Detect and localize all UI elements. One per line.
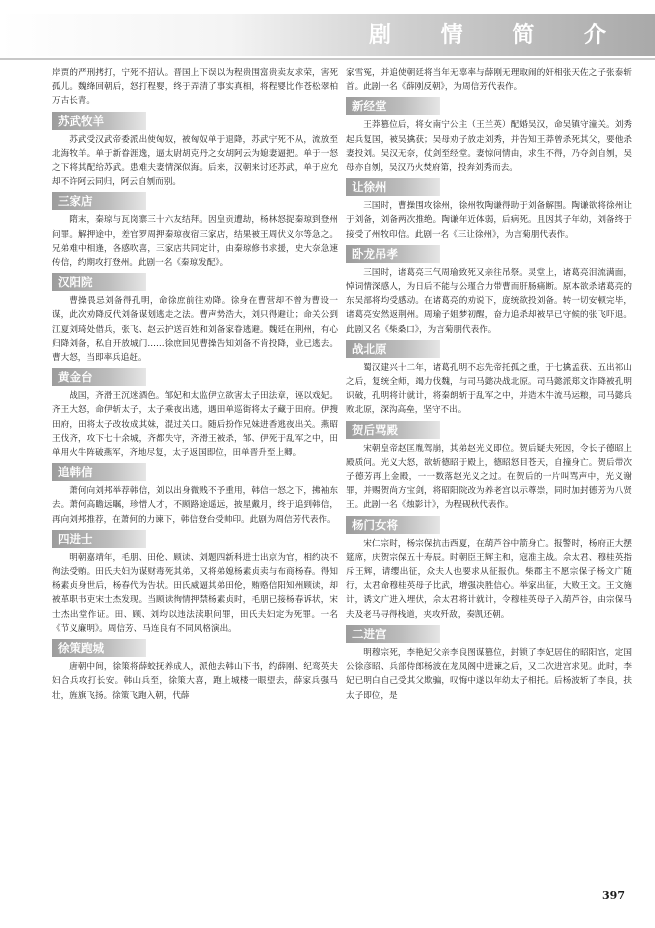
- section-body: 隋末，秦琼与瓦岗寨三十六友结拜。因皇贡遭劫，杨林怒捉秦琼到登州问罪。解押途中，差官罗周押秦琼夜宿三家店，结果被王周伏义尔等急之。兄弟难中相逢，各感吹喜，三家店共同定计，由秦琼修书求援，史大奈急速传信，约期攻打登州。此剧一名《秦琼发配》。: [52, 215, 338, 269]
- section-sijinshi: [52, 527, 338, 636]
- section-body: 三国时，曹操围攻徐州，徐州牧陶谦得助于刘备解围。陶谦欲将徐州让于刘备，刘备两次推绝。陶谦年近体弱，后病死。且因其子年幼，刘备终于接受了州牧印信。此剧一名《三让徐州》，为言菊朋代表作。: [346, 201, 632, 240]
- section-xinjingtang: [346, 94, 632, 175]
- section-body: 苏武受汉武帝委派出使匈奴，被匈奴单于退降，苏武宁死不从，流放至北海牧羊。单于新眷涯逸，逼太尉胡克丹之女胡阿云为媳妻逼把。单于一怒之下将其配给苏武。患难夫妻情深似海。后来，汉朝来讨还苏武，单于应允却不许阿云同归，阿云自刎而别。: [52, 134, 338, 188]
- section-title: 二进宫: [346, 625, 440, 643]
- section-body: 三国时，诸葛亮三气周瑜致死又亲往吊祭。灵堂上，诸葛亮泪流满面，悼词情深感人，为日后不能与公瑾合力带曹而肝肠痛断。原本欲杀诸葛亮的东吴部将均受感动。在诸葛亮的劝说下，庞统欲投刘备。转一切安顿完毕，诸葛亮安然返荆州。周瑜子姐梦初醒，奋力追杀却被早已守候的张飞吓退。此剧又名《柴桑口》，为言菊朋代表作。: [346, 267, 632, 335]
- section-body: 曹操畏忌刘备得孔明，命徐庶前往劝降。徐身在曹营却不曾为曹设一谋，此次劝降反代刘备谋划逃走之法。曹声势浩大，刘只得避让；命关公到江夏刘琦处借兵，张飞、赵云护送百姓和刘备家眷逃避。魏廷在荆州，有心归降刘备，私自开放城门……徐庶回见曹操告知刘备不肯投降，业已逃去。曹大怒，当即率兵追赶。: [52, 296, 338, 364]
- right-column: [346, 66, 632, 894]
- section-body: 明穆宗死，李艳妃父亲李良图谋篡位，封锁了李妃居住的昭阳宫，定国公徐彦昭、兵部侍郎杨波在龙凤阁中进谏之后，又二次进宫求见。此时，李妃已明白自己受其父欺骗，叹悔中遂以年幼太子相托。后杨波斩了李良，扶太子即位，是: [346, 647, 632, 701]
- section-zhuihanxin: [52, 460, 338, 527]
- section-title: 徐策跑城: [52, 639, 146, 657]
- section-title: 让徐州: [346, 178, 440, 196]
- section-yangmen-nvjiang: [346, 513, 632, 622]
- section-body: 宋仁宗时，杨宗保抗击西夏，在葫芦谷中箭身亡。报警时，杨府正大摆筵席，庆贺宗保五十寿辰。时朝臣王辉主和，寇准主战。佘太君、穆桂英指斥王辉，请缨出征，众夫人也要求从征报仇。柴郡主不愿宗保子杨文广随行，太君命穆桂英母子比武，增强决胜信心。举家出征，大败王文。王文施计，诱文广进入埋伏，佘太君将计就计，令穆桂英母子入葫芦谷，由宗保马夫及老马寻得栈道，夹攻歼敌，奏凯还朝。: [346, 538, 632, 620]
- section-title: 追韩信: [52, 463, 146, 481]
- section-title: 三家店: [52, 192, 146, 210]
- section-body: 王莽篡位后，将女南宁公主（王兰英）配婚吴汉，命吴镇守潼关。刘秀起兵复国，被吴擒获；吴母劝子放走刘秀，并告知王莽曾杀死其父，要他杀妻投刘。吴汉无奈，仗剑至经堂。妻惊问情由，求生不得，乃夺剑自刎，吴母亦自刎，吴汉乃火焚府第，投奔刘秀而去。: [346, 120, 632, 174]
- section-title: 贺后骂殿: [346, 421, 440, 439]
- section-xuce-paocheng: [52, 636, 338, 703]
- section-title: 四进士: [52, 530, 146, 548]
- section-title: 汉阳院: [52, 273, 146, 291]
- section-body: 家雪冤，并追使朝廷将当年无辜率与薛刚无理取闹的奸相张天佐之子张泰斩首。此剧一名《薛刚反朝》，为周信芳代表作。: [346, 68, 632, 93]
- page-number: 397: [602, 889, 625, 902]
- page-title: 剧 情 简 介: [369, 23, 627, 48]
- section-body: 岸贾的严刑拷打，宁死不招认。晋国上下误以为程贵围富贵卖友求荣，害死孤儿。魏绛回朝后，怒打程婴，终于弄清了事实真相，将程婴比作苍松翠柏万古长青。: [52, 68, 338, 107]
- section-title: 杨门女将: [346, 516, 440, 534]
- section-title: 黄金台: [52, 368, 146, 386]
- section-zhanbeiyuan: [346, 337, 632, 418]
- section-continuation: [52, 66, 338, 109]
- section-body: 蜀汉建兴十二年，诸葛孔明不忘先帝托孤之重，于七擒孟获、五出祁山之后，复统全师，竭力伐魏，与司马懿决战北原。司马懿派郑文诈降被孔明识破，孔明将计就计，将秦朗斩于乱军之中，并造木牛流马运粮，司马懿兵败北原，深沟高垒，坚守不出。: [346, 362, 632, 416]
- section-rangxuzhou: [346, 175, 632, 242]
- section-body: 宋朝皇帝赵匡胤驾崩，其弟赵光义即位。贺后疑夫死因，令长子德昭上殿质问。光义大怒，欲斩德昭于殿上，德昭怒目苍天，自撞身亡。贺后带次子德芳再上金殿，一一数落赵光义之过。在贺后的一片叫骂声中，光义谢罪，并赐贺尚方宝剑，将昭阳院改为养老宫以示尊崇，同时加封德芳为八贤王。此剧一名《烛影计》，为程砚秋代表作。: [346, 443, 632, 511]
- section-sanjiadian: [52, 189, 338, 270]
- section-huangjintai: [52, 365, 338, 460]
- left-column: [52, 66, 338, 894]
- section-body: 唐朝中间，徐策将薛蛟抚养成人，派他去韩山下书，约薛刚、纪鸾英夫妇合兵攻打长安。韩山兵至，徐策大喜，跑上城楼一眼望去，薛家兵强马壮，旌旗飞扬。徐策飞跑入朝，代薛: [52, 662, 338, 701]
- section-suwu-muyang: [52, 109, 338, 190]
- section-body: 萧何向刘邦举荐韩信，刘以出身微贱不予重用，韩信一怒之下，拂袖东去。萧何高瞻远瞩，珍惜人才，不顾路途遥远，披星戴月，终于追到韩信，再向刘邦推荐，在萧何的力谏下，韩信登台受帅印。此剧为周信芳代表作。: [52, 486, 338, 525]
- section-title: 卧龙吊孝: [346, 245, 440, 263]
- section-body: 明朝嘉靖年，毛朋、田伦、顾读、刘题四新科进士出京为官，相约决不徇法受贿。田氏夫妇为谋财毒死其弟，又将弟媳杨素贞卖与布商杨春。得知杨素贞身世后，杨春代为告状。田氏威逼其弟田伦，贿赂信阳知州顾读，却被革职书吏宋士杰发现。当顾读徇情押禁杨素贞时，毛朋已接杨春诉状，宋士杰出堂作证。田、顾、刘均以违法渎职问罪，田氏夫妇定为死罪。一名《节义廉明》。周信芳、马连良有不同风格演出。: [52, 552, 338, 634]
- section-body: 战国，齐滑王沉迷酒色。邹妃和太监伊立欲害太子田法章，诬以戏妃。齐王大怒，命伊斩太子，太子乘夜出逃，遇田单巡街将太子藏于田府。伊搜田府，田将太子改妆成其妹，混过关口。随后扮作兄妹进香逃夜出关。燕昭王伐齐，攻下七十余城，齐都失守，齐滑王被杀，邹、伊死于乱军之中，田单用火牛阵破燕军，齐地尽复，太子返国即位，田单晋升至上卿。: [52, 391, 338, 459]
- section-erjingong: [346, 622, 632, 703]
- section-continuation: [346, 66, 632, 94]
- section-wolong-diaoxiao: [346, 242, 632, 337]
- section-hehou-madian: [346, 418, 632, 513]
- section-title: 新经堂: [346, 97, 440, 115]
- header-divider: [0, 58, 655, 60]
- section-title: 苏武牧羊: [52, 112, 146, 130]
- section-title: 战北原: [346, 340, 440, 358]
- section-hanyangyuan: [52, 270, 338, 365]
